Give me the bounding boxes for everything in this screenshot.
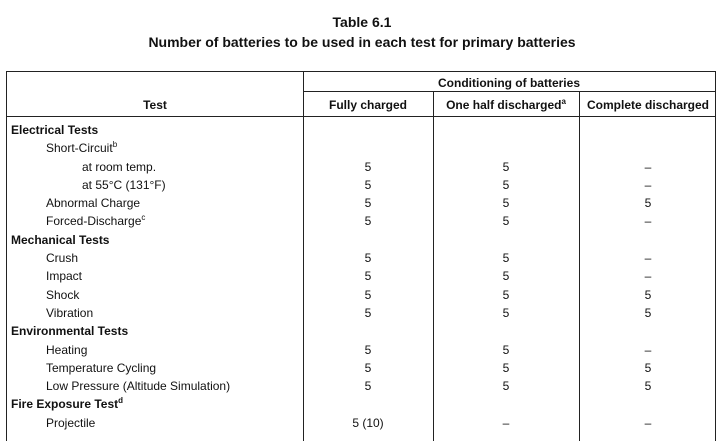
section-label [11,397,123,411]
test-label [46,416,95,430]
table-number: Table 6.1 [332,14,392,30]
battery-count-cell: 5 [502,177,510,192]
table-row [7,360,715,378]
battery-count-cell: 5 [502,342,510,357]
battery-count-cell: 5 [364,305,372,320]
section-row [7,122,715,140]
table-row [7,378,715,396]
battery-count-cell: 5 [502,159,510,174]
battery-count-cell: 5 [364,159,372,174]
battery-count-cell: 5 [502,269,510,284]
battery-count-cell: 5 [644,196,652,211]
column-header-half-discharged [433,91,579,116]
column-header-half-discharged-label: One half discharged [446,98,562,112]
footnote-marker: d [118,396,124,406]
footnote-marker: b [112,140,118,150]
battery-count-cell: 5 [502,287,510,302]
column-header-fully-charged [303,91,433,116]
label-text: Heating [46,342,88,357]
table-body [7,122,715,433]
table-title: Number of batteries to be used in each test for primary batteries [148,34,576,50]
battery-count-cell: 5 [644,379,652,394]
battery-count-cell: 5 [364,196,372,211]
label-text: Short-Circuit [46,141,113,156]
test-label [46,361,156,375]
test-label [46,288,79,302]
section-label [11,324,128,338]
test-label [46,251,78,265]
test-label [46,306,93,320]
battery-count-cell: – [502,415,510,430]
section-row [7,232,715,250]
test-label [46,379,230,393]
battery-count-cell: 5 [502,360,510,375]
section-row [7,323,715,341]
battery-count-cell: 5 [364,214,372,229]
label-text: Forced-Discharge [46,214,142,229]
test-label [82,160,156,174]
table-row [7,177,715,195]
label-text: Low Pressure (Altitude Simulation) [46,379,231,394]
label-text: Fire Exposure Test [11,397,119,412]
table-row [7,213,715,231]
battery-count-cell: – [644,269,652,284]
battery-count-cell: – [644,342,652,357]
header-divider [7,116,715,117]
label-text: at room temp. [82,159,157,174]
battery-count-cell: 5 [502,196,510,211]
label-text: at 55°C (131°F) [82,177,166,192]
column-header-row [7,91,715,116]
column-header-complete-discharged [579,91,717,116]
conditioning-group-label: Conditioning of batteries [438,76,580,90]
battery-test-table [6,71,716,441]
label-text: Abnormal Charge [46,196,141,211]
battery-count-cell: 5 [502,214,510,229]
label-text: Crush [46,251,79,266]
battery-count-cell: 5 [502,251,510,266]
label-text: Temperature Cycling [46,360,157,375]
label-text: Impact [46,269,83,284]
table-row [7,287,715,305]
table-row [7,268,715,286]
battery-count-cell: 5 (10) [352,415,384,430]
test-label [46,214,145,228]
section-row [7,396,715,414]
battery-count-cell: 5 [364,251,372,266]
label-text: Projectile [46,415,96,430]
battery-count-cell: 5 [502,305,510,320]
battery-count-cell: 5 [502,379,510,394]
table-row [7,159,715,177]
battery-count-cell: 5 [364,269,372,284]
column-header-complete-discharged-label: Complete discharged [586,98,710,112]
label-text: Mechanical Tests [11,232,110,247]
battery-count-cell: – [644,159,652,174]
label-text: Electrical Tests [11,123,99,137]
battery-count-cell: – [644,251,652,266]
table-caption [0,12,724,52]
battery-count-cell: – [644,214,652,229]
label-text: Environmental Tests [11,324,129,339]
battery-count-cell: 5 [364,342,372,357]
conditioning-group-header [303,72,715,92]
table-row [7,415,715,433]
battery-count-cell: 5 [364,379,372,394]
test-label [46,343,87,357]
footnote-marker: c [141,213,146,223]
table-row [7,140,715,158]
battery-count-cell: 5 [644,287,652,302]
battery-count-cell: 5 [644,360,652,375]
battery-count-cell: – [644,177,652,192]
battery-count-cell: 5 [364,360,372,375]
test-label [46,269,82,283]
test-label [46,141,117,155]
battery-count-cell: 5 [364,177,372,192]
battery-count-cell: – [644,415,652,430]
section-label [11,233,109,247]
table-row [7,305,715,323]
table-row [7,195,715,213]
section-label [11,123,98,137]
label-text: Vibration [46,305,94,320]
battery-count-cell: 5 [644,305,652,320]
label-text: Shock [46,287,80,302]
battery-count-cell: 5 [364,287,372,302]
column-header-fully-charged-label: Fully charged [328,98,408,112]
column-header-test [7,91,303,116]
test-label [46,196,140,210]
test-label [82,178,166,192]
column-header-test-label: Test [143,98,167,112]
table-row [7,342,715,360]
table-row [7,250,715,268]
footnote-marker: a [561,97,566,106]
